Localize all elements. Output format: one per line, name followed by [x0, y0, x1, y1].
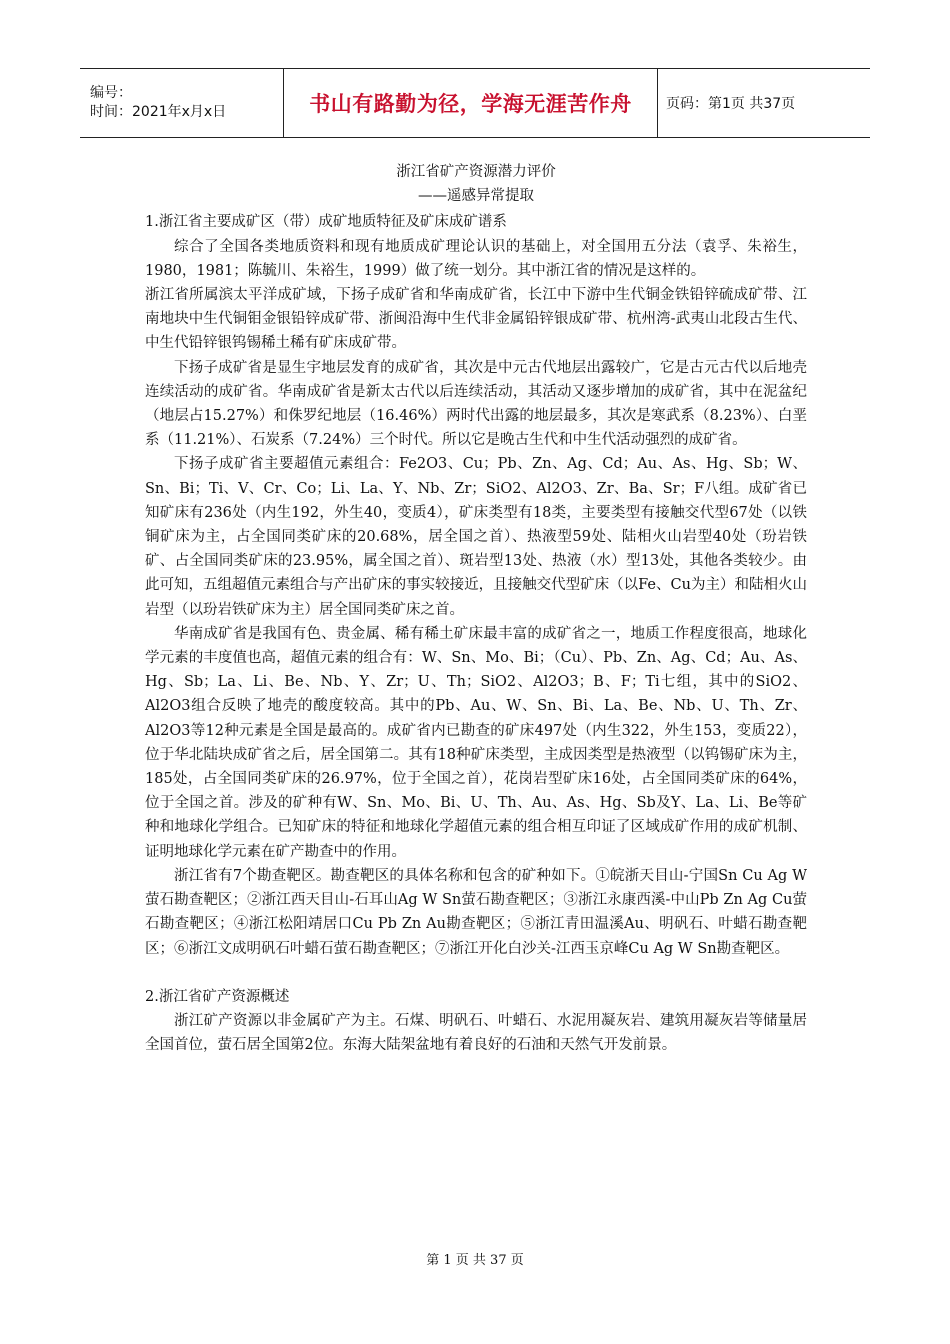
document-body	[145, 158, 807, 1057]
section-1-heading: 1.浙江省主要成矿区（带）成矿地质特征及矿床成矿谱系	[145, 214, 507, 231]
number-label: 编号：	[90, 85, 132, 101]
spacer	[145, 961, 807, 985]
paragraph: 浙江省有7个勘查靶区。勘查靶区的具体名称和包含的矿种如下。①皖浙天目山-宁国Sn Cu Ag W萤石勘查靶区；②浙江西天目山-石耳山Ag W Sn萤石勘查靶区；③浙江永康西溪-中山Pb Zn Ag Cu萤石勘查靶区；④浙江松阳靖居口Cu Pb Zn Au勘查靶区；⑤浙江青田温溪Au、明矾石、叶蜡石勘查靶区；⑥浙江文成明矾石叶蜡石萤石勘查靶区；⑦浙江开化白沙关-江西玉京峰Cu Ag W Sn勘查靶区。	[145, 867, 807, 957]
paragraph: 综合了全国各类地质资料和现有地质成矿理论认识的基础上，对全国用五分法（袁孚、朱裕生，1980，1981；陈毓川、朱裕生，1999）做了统一划分。其中浙江省的情况是这样的。	[145, 238, 807, 279]
time-label: 时间：2021年x月x日	[90, 104, 227, 120]
paragraph: 浙江省所属滨太平洋成矿域，下扬子成矿省和华南成矿省，长江中下游中生代铜金铁铅锌硫成矿带、江南地块中生代铜钼金银铅锌成矿带、浙闽沿海中生代非金属铅锌银成矿带、杭州湾-武夷山北段古生代、中生代铅锌银钨锡稀土稀有矿床成矿带。	[145, 287, 807, 352]
paragraph: 下扬子成矿省主要超值元素组合：Fe2O3、Cu；Pb、Zn、Ag、Cd；Au、As、Hg、Sb；W、Sn、Bi；Ti、V、Cr、Co；Li、La、Y、Nb、Zr；SiO2、Al2O3、Zr、Ba、Sr；F八组。成矿省已知矿床有236处（内生192，外生40，变质4），矿床类型有18类，主要类型有接触交代型67处（以铁铜矿床为主，占全国同类矿床的20.68%，居全国之首）、热液型59处、陆相火山岩型40处（玢岩铁矿、占全国同类矿床的23.95%，属全国之首）、斑岩型13处、热液（水）型13处，其他各类较少。由此可知，五组超值元素组合与产出矿床的事实较接近，且接触交代型矿床（以Fe、Cu为主）和陆相火山岩型（以玢岩铁矿床为主）居全国同类矿床之首。	[145, 456, 807, 618]
header-motto-cell	[283, 69, 658, 137]
paragraph: 华南成矿省是我国有色、贵金属、稀有稀土矿床最丰富的成矿省之一，地质工作程度很高，地球化学元素的丰度值也高，超值元素的组合有：W、Sn、Mo、Bi；（Cu）、Pb、Zn、Ag、Cd；Au、As、Hg、Sb；La、Li、Be、Nb、Y、Zr；U、Th；SiO2、Al2O3；B、F；Ti七组，其中的SiO2、Al2O3组合反映了地壳的酸度较高。其中的Pb、Au、W、Sn、Bi、La、Be、Nb、U、Th、Zr、Al2O3等12种元素是全国是最高的。成矿省内已勘查的矿床497处（内生322，外生153，变质22），位于华北陆块成矿省之后，居全国第二。其有18种矿床类型，主成因类型是热液型（以钨锡矿床为主，185处，占全国同类矿床的26.97%，位于全国之首），花岗岩型矿床16处，占全国同类矿床的64%，位于全国之首。涉及的矿种有W、Sn、Mo、Bi、U、Th、Au、As、Hg、Sb及Y、La、Li、Be等矿种和地球化学组合。已知矿床的特征和地球化学超值元素的组合相互印证了区域成矿作用的成矿机制、证明地球化学元素在矿产勘查中的作用。	[145, 625, 807, 860]
paragraph: 下扬子成矿省是显生宇地层发育的成矿省，其次是中元古代地层出露较广，它是古元古代以后地壳连续活动的成矿省。华南成矿省是新太古代以后连续活动，其活动又逐步增加的成矿省，其中在泥盆纪（地层占15.27%）和侏罗纪地层（16.46%）两时代出露的地层最多，其次是寒武系（8.23%）、白垩系（11.21%）、石炭系（7.24%）三个时代。所以它是晚古生代和中生代活动强烈的成矿省。	[145, 359, 807, 449]
page-header	[80, 68, 870, 138]
document-subtitle: ——遥感异常提取	[418, 188, 534, 205]
header-page-info-cell	[658, 69, 870, 137]
paragraph: 浙江矿产资源以非金属矿产为主。石煤、明矾石、叶蜡石、水泥用凝灰岩、建筑用凝灰岩等储量居全国首位，萤石居全国第2位。东海大陆架盆地有着良好的石油和天然气开发前景。	[145, 1012, 807, 1054]
page-info: 页码：第1页 共37页	[666, 96, 796, 112]
motto: 书山有路勤为径，学海无涯苦作舟	[309, 92, 632, 116]
section-2-heading: 2.浙江省矿产资源概述	[145, 988, 290, 1005]
header-meta	[80, 69, 283, 137]
document-title: 浙江省矿产资源潜力评价	[396, 164, 556, 180]
page-footer: 第 1 页 共 37 页	[426, 1253, 524, 1268]
